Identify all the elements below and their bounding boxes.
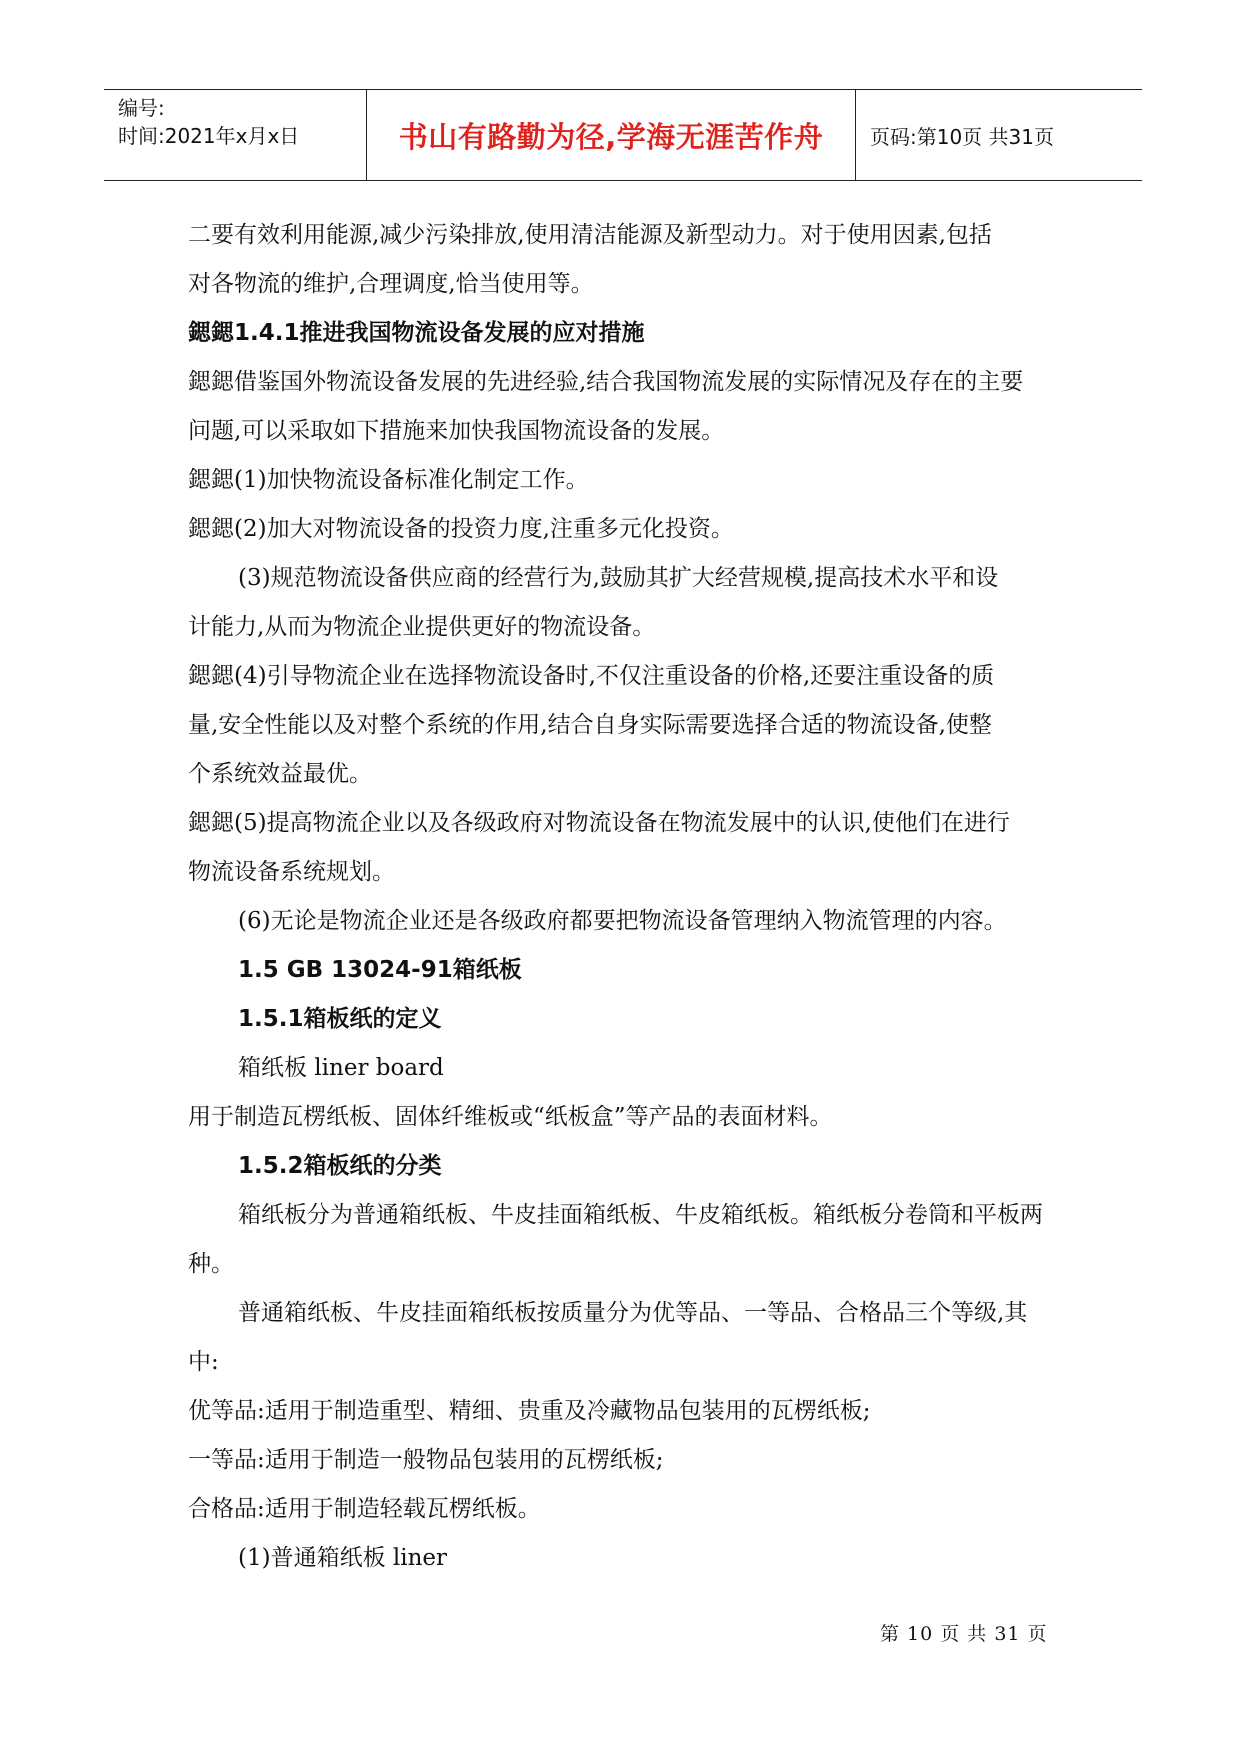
body-line: 用于制造瓦楞纸板、固体纤维板或“纸板盒”等产品的表面材料。 xyxy=(188,1104,833,1130)
header-motto-cell xyxy=(366,90,856,180)
document-body xyxy=(188,211,1130,1583)
grade-description: 一等品:适用于制造一般物品包装用的瓦楞纸板; xyxy=(188,1447,664,1473)
section-heading: 1.5.1箱板纸的定义 xyxy=(238,1006,442,1032)
grade-description: 合格品:适用于制造轻载瓦楞纸板。 xyxy=(188,1496,541,1522)
body-line: 物流设备系统规划。 xyxy=(188,859,395,885)
body-line: 对各物流的维护,合理调度,恰当使用等。 xyxy=(188,271,594,297)
term-definition: 箱纸板 liner board xyxy=(238,1055,444,1081)
list-item: (6)无论是物流企业还是各级政府都要把物流设备管理纳入物流管理的内容。 xyxy=(238,908,1007,934)
body-line: 量,安全性能以及对整个系统的作用,结合自身实际需要选择合适的物流设备,使整 xyxy=(188,712,992,738)
body-line: 计能力,从而为物流企业提供更好的物流设备。 xyxy=(188,614,656,640)
body-line: 普通箱纸板、牛皮挂面箱纸板按质量分为优等品、一等品、合格品三个等级,其 xyxy=(238,1300,1028,1326)
header-meta xyxy=(104,90,366,180)
body-line: 中: xyxy=(188,1349,219,1375)
grade-description: 优等品:适用于制造重型、精细、贵重及冷藏物品包装用的瓦楞纸板; xyxy=(188,1398,871,1424)
list-item: 鍶鍶(5)提高物流企业以及各级政府对物流设备在物流发展中的认识,使他们在进行 xyxy=(188,810,1010,836)
header-page-cell xyxy=(856,90,1142,180)
list-item: (3)规范物流设备供应商的经营行为,鼓励其扩大经营规模,提高技术水平和设 xyxy=(238,565,999,591)
body-line: 种。 xyxy=(188,1251,234,1277)
page-footer: 第 10 页 共 31 页 xyxy=(880,1623,1048,1645)
list-item: 鍶鍶(1)加快物流设备标准化制定工作。 xyxy=(188,467,589,493)
body-line: 二要有效利用能源,减少污染排放,使用清洁能源及新型动力。对于使用因素,包括 xyxy=(188,222,992,248)
body-line: 鍶鍶借鉴国外物流设备发展的先进经验,结合我国物流发展的实际情况及存在的主要 xyxy=(188,369,1024,395)
body-line: 个系统效益最优。 xyxy=(188,761,372,787)
body-line: 箱纸板分为普通箱纸板、牛皮挂面箱纸板、牛皮箱纸板。箱纸板分卷筒和平板两 xyxy=(238,1202,1043,1228)
section-heading: 1.5.2箱板纸的分类 xyxy=(238,1153,442,1179)
body-line: 问题,可以采取如下措施来加快我国物流设备的发展。 xyxy=(188,418,725,444)
header-page-number: 页码:第10页 共31页 xyxy=(870,124,1054,149)
document-number-label: 编号: xyxy=(118,96,165,120)
document-time-label: 时间:2021年x月x日 xyxy=(118,124,300,148)
page-header xyxy=(104,89,1142,181)
list-item: 鍶鍶(4)引导物流企业在选择物流设备时,不仅注重设备的价格,还要注重设备的质 xyxy=(188,663,995,689)
section-heading: 1.5 GB 13024-91箱纸板 xyxy=(238,957,522,983)
header-motto: 书山有路勤为径,学海无涯苦作舟 xyxy=(398,119,824,154)
list-item: (1)普通箱纸板 liner xyxy=(238,1545,448,1571)
list-item: 鍶鍶(2)加大对物流设备的投资力度,注重多元化投资。 xyxy=(188,516,734,542)
section-heading: 鍶鍶1.4.1推进我国物流设备发展的应对措施 xyxy=(188,320,645,346)
